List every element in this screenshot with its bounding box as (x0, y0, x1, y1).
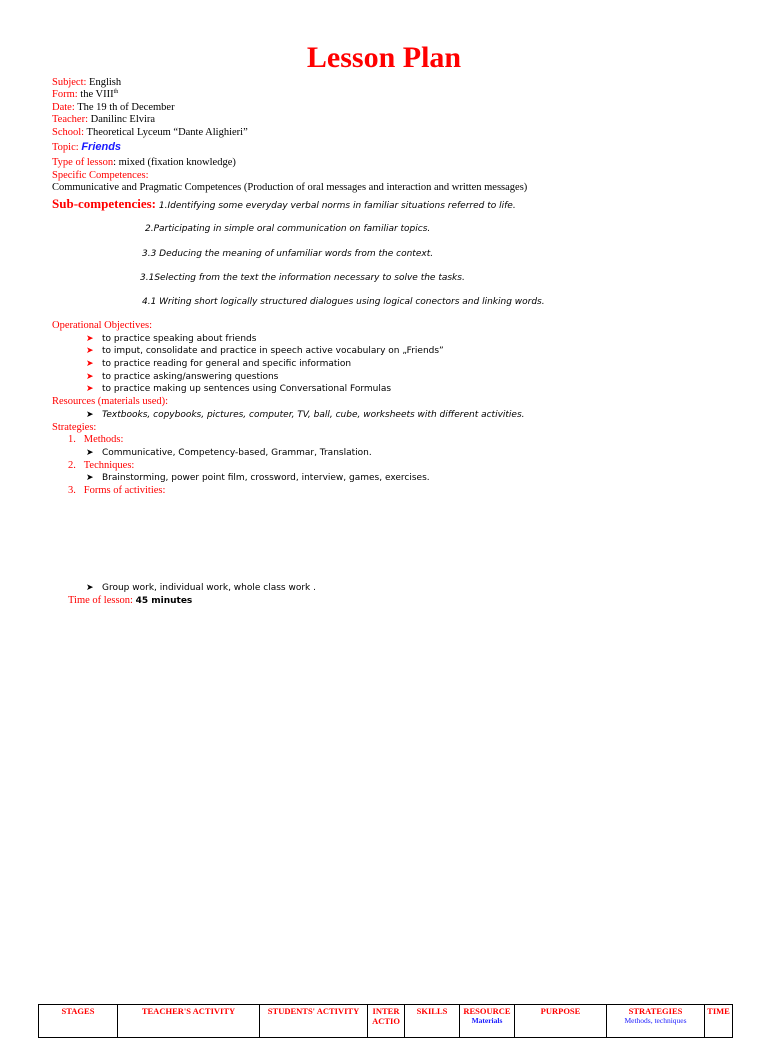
form-value: the VIII (80, 89, 114, 100)
teacher-line (52, 114, 155, 126)
forms-heading: 3. Forms of activities: (68, 485, 166, 496)
strategies-label: Strategies: (52, 422, 97, 433)
objective-item: ➤ to practice making up sentences using Conversational Formulas (86, 384, 392, 394)
time-line (68, 595, 192, 607)
topic-value: Friends (81, 141, 122, 153)
header-purpose: PURPOSE (515, 1005, 607, 1038)
type-label: Type of lesson (52, 157, 114, 168)
teacher-label: Teacher: (52, 114, 88, 125)
teacher-value: Danilinc Elvira (90, 114, 156, 125)
subject-line (52, 77, 121, 89)
date-label: Date: (52, 102, 75, 113)
methods-item: ➤ Communicative, Competency-based, Grammar, Translation. (86, 448, 372, 458)
arrow-bullet-icon: ➤ (86, 346, 94, 356)
subject-label: Subject: (52, 77, 87, 88)
school-label: School: (52, 127, 85, 138)
forms-item: ➤ Group work, individual work, whole class work . (86, 583, 316, 593)
subcompetencies-line (52, 196, 516, 214)
subcompetencies-label: Sub-competencies: (52, 196, 156, 211)
resources-item: ➤ Textbooks, copybooks, pictures, computer, TV, ball, cube, worksheets with different activities. (86, 410, 525, 420)
header-teachers-activity: TEACHER'S ACTIVITY (118, 1005, 260, 1038)
objective-item: ➤ to practice speaking about friends (86, 334, 257, 344)
header-skills: SKILLS (405, 1005, 460, 1038)
techniques-item: ➤ Brainstorming, power point film, crossword, interview, games, exercises. (86, 473, 430, 483)
header-students-activity: STUDENTS' ACTIVITY (260, 1005, 368, 1038)
objective-item: ➤ to practice reading for general and specific information (86, 359, 352, 369)
time-label: Time of lesson: (68, 595, 133, 606)
page-title: Lesson Plan (306, 41, 462, 74)
form-label: Form: (52, 89, 78, 100)
arrow-bullet-icon: ➤ (86, 334, 94, 344)
arrow-bullet-icon: ➤ (86, 384, 94, 394)
type-line (52, 157, 236, 169)
arrow-bullet-icon: ➤ (86, 583, 94, 593)
subcompetency-item: 4.1 Writing short logically structured dialogues using logical conectors and linking words. (142, 297, 545, 307)
header-strategies-sub: Methods, techniques (624, 1016, 687, 1025)
topic-line (52, 141, 121, 154)
school-value: Theoretical Lyceum “Dante Alighieri” (86, 127, 248, 138)
arrow-bullet-icon: ➤ (86, 410, 94, 420)
form-line (52, 89, 118, 101)
header-strategies: STRATEGIES Methods, techniques (607, 1005, 705, 1038)
objective-item: ➤ to practice asking/answering questions (86, 372, 279, 382)
header-resource: RESOURCE Materials (460, 1005, 515, 1038)
subcompetency-item: 3.3 Deducing the meaning of unfamiliar words from the context. (142, 249, 434, 259)
operational-objectives-label: Operational Objectives: (52, 320, 153, 331)
subcompetency-item: 2.Participating in simple oral communication on familiar topics. (145, 224, 431, 234)
specific-competences-value: Communicative and Pragmatic Competences (Production of oral messages and interaction and written messages) (52, 182, 528, 193)
arrow-bullet-icon: ➤ (86, 359, 94, 369)
arrow-bullet-icon: ➤ (86, 372, 94, 382)
date-value: The 19 th of December (77, 102, 175, 113)
date-line (52, 102, 175, 114)
type-value: : mixed (fixation knowledge) (113, 157, 236, 168)
header-resource-sub: Materials (471, 1016, 503, 1025)
time-value: 45 minutes (135, 596, 193, 606)
specific-competences-label: Specific Competences: (52, 170, 149, 181)
header-time: TIME (705, 1005, 733, 1038)
arrow-bullet-icon: ➤ (86, 448, 94, 458)
resources-label: Resources (materials used): (52, 396, 169, 407)
header-interaction: INTER ACTIO (368, 1005, 405, 1038)
subcompetency-item: 1.Identifying some everyday verbal norms in familiar situations referred to life. (156, 201, 516, 211)
subcompetency-item: 3.1Selecting from the text the information necessary to solve the tasks. (140, 273, 465, 283)
header-stages: STAGES (39, 1005, 118, 1038)
form-superscript: th (113, 89, 119, 95)
methods-heading: 1. Methods: (68, 434, 124, 445)
techniques-heading: 2. Techniques: (68, 460, 135, 471)
subject-value: English (89, 77, 122, 88)
topic-label: Topic: (52, 142, 79, 153)
arrow-bullet-icon: ➤ (86, 473, 94, 483)
objective-item: ➤ to imput, consolidate and practice in speech active vocabulary on „Friends” (86, 346, 444, 356)
table-header-row (39, 1005, 733, 1038)
lesson-plan-table (38, 1004, 733, 1038)
school-line (52, 127, 248, 139)
